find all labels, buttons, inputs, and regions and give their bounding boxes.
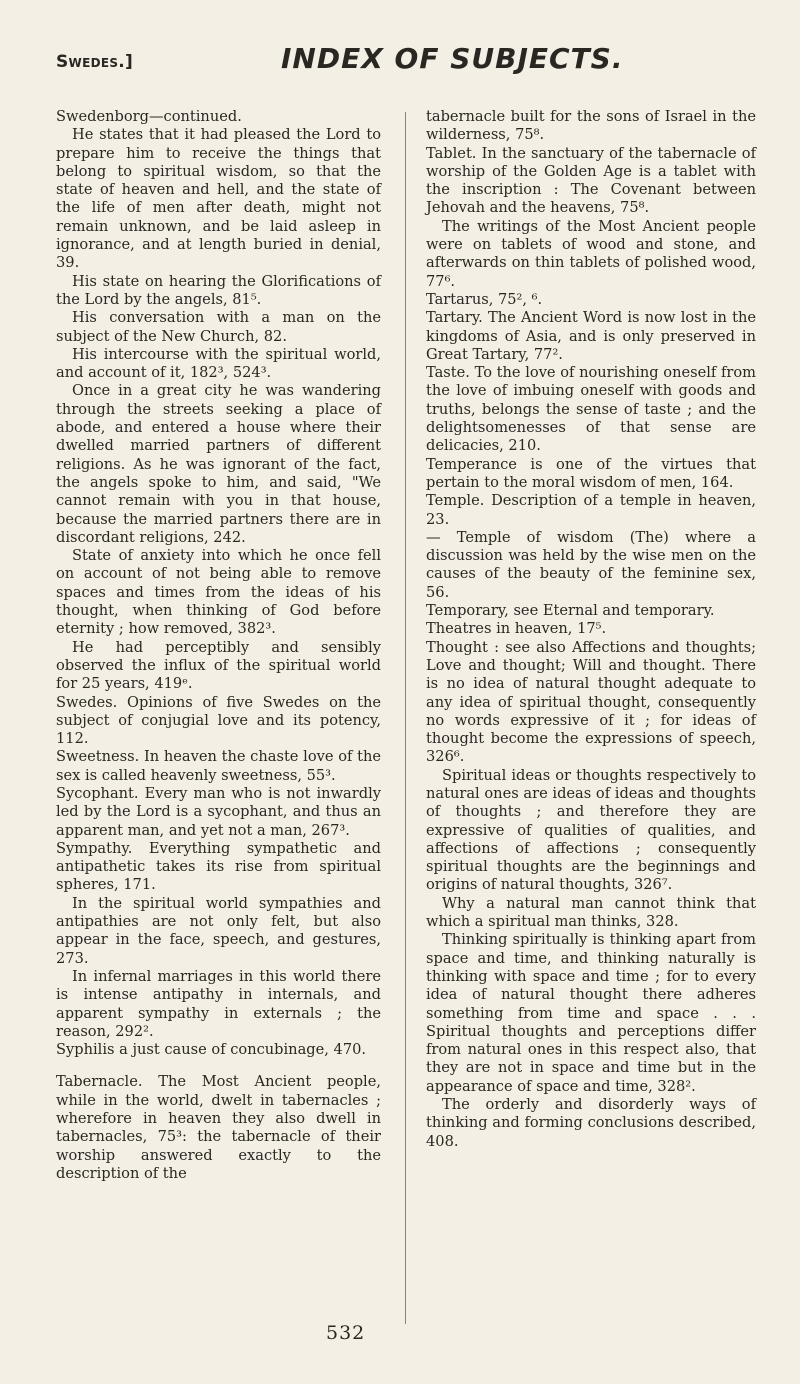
index-entry: Tabernacle. The Most Ancient people, while in the world, dwelt in tabernacles ; wherefore in heaven they also dwell in tabernacles, 75³: the tabernacle of their worship answered exactly to the description of the [56, 1073, 381, 1182]
index-subentry: In infernal marriages in this world there is intense antipathy in internals, and apparent sympathy in externals ; the reason, 292². [56, 967, 381, 1040]
index-subentry: Why a natural man cannot think that which a spiritual man thinks, 328. [426, 894, 756, 931]
right-column [426, 108, 756, 1151]
index-subentry: The writings of the Most Ancient people were on tablets of wood and stone, and afterwards on thin tablets of polished wood, 77⁶. [426, 217, 756, 290]
index-entry: Swedenborg—continued. [56, 108, 242, 125]
index-entry: Sympathy. Everything sympathetic and antipathetic takes its rise from spiritual spheres, 171. [56, 839, 381, 894]
index-subentry: He states that it had pleased the Lord to prepare him to receive the things that belong to spiritual wisdom, so that the state of heaven and hell, and the state of the life of men after death, might not remain unknown, and be laid asleep in ignorance, and at length buried in denial, 39. [56, 126, 381, 272]
index-subentry: Thinking spiritually is thinking apart from space and time, and thinking naturally is thinking with space and time ; for to every idea of natural thought there adheres something from time and space . . . Spiritual thoughts and perceptions differ from natural ones in this respect also, that they are not in space and time but in the appearance of space and time, 328². [426, 931, 756, 1095]
running-head [56, 42, 746, 82]
index-entry: Temperance is one of the virtues that pertain to the moral wisdom of men, 164. [426, 455, 756, 491]
index-entry: Tartarus, 75², ⁶. [426, 290, 543, 308]
index-subentry: His state on hearing the Glorifications of the Lord by the angels, 81⁵. [56, 272, 381, 308]
index-entry: Swedes. Opinions of five Swedes on the subject of conjugial love and its potency, 112. [56, 693, 381, 748]
index-entry: tabernacle built for the sons of Israel in the wilderness, 75⁸. [426, 108, 756, 144]
left-column [56, 108, 381, 1183]
index-entry: Tartary. The Ancient Word is now lost in the kingdoms of Asia, and is only preserved in Great Tartary, 77². [426, 309, 756, 363]
index-entry: Temple. Description of a temple in heaven, 23. [426, 492, 756, 528]
index-subentry: His intercourse with the spiritual world, and account of it, 182³, 524³. [56, 345, 381, 382]
index-subentry: The orderly and disorderly ways of thinking and forming conclusions described, 408. [426, 1096, 756, 1150]
entry-gap [56, 1059, 381, 1073]
index-entry: Thought : see also Affections and thoughts; Love and thought; Will and thought. There is no idea of natural thought adequate to any idea of spiritual thought, consequently no words expressive of it ; for ideas of thought become the expressions of speech, 326⁶. [426, 638, 756, 766]
index-entry: Theatres in heaven, 17⁵. [426, 620, 607, 638]
index-entry: Sweetness. In heaven the chaste love of the sex is called heavenly sweetness, 55³. [56, 748, 381, 784]
index-entry: Syphilis a just cause of concubinage, 470. [56, 1041, 367, 1059]
running-head-left: Swedes.] [56, 52, 134, 72]
index-entry: Tablet. In the sanctuary of the tabernacle of worship of the Golden Age is a tablet with the inscription : The Covenant between Jehovah and the heavens, 75⁸. [426, 144, 756, 217]
index-subentry: He had perceptibly and sensibly observed the influx of the spiritual world for 25 years, 419ᵉ. [56, 638, 381, 693]
column-rule [405, 112, 406, 1324]
index-entry: Sycophant. Every man who is not inwardly led by the Lord is a sycophant, and thus an apparent man, and yet not a man, 267³. [56, 784, 381, 839]
index-subentry: Once in a great city he was wandering through the streets seeking a place of abode, and entered a house where their dwelled married partners of different religions. As he was ignorant of the fact, the angels spoke to him, and said, "We cannot remain with you in that house, because the married partners there are in discordant religions, 242. [56, 382, 381, 546]
running-head-title: INDEX OF SUBJECTS. [281, 42, 624, 75]
index-subentry: In the spiritual world sympathies and antipathies are not only felt, but also appear in the face, speech, and gestures, 273. [56, 894, 381, 967]
index-subentry: Spiritual ideas or thoughts respectively to natural ones are ideas of ideas and thoughts of thoughts ; and therefore they are expressive of qualities of qualities, and affections of affections ; consequently spiritual thoughts are the beginnings and origins of natural thoughts, 326⁷. [426, 766, 756, 894]
index-subentry: His conversation with a man on the subject of the New Church, 82. [56, 309, 381, 345]
index-subentry: State of anxiety into which he once fell on account of not being able to remove spaces and times from the ideas of his thought, when thinking of God before eternity ; how removed, 382³. [56, 547, 381, 638]
index-entry: — Temple of wisdom (The) where a discussion was held by the wise men on the causes of the beauty of the feminine sex, 56. [426, 528, 756, 601]
page-number: 532 [326, 1322, 366, 1344]
index-entry: Temporary, see Eternal and temporary. [426, 602, 715, 620]
index-entry: Taste. To the love of nourishing oneself from the love of imbuing oneself with goods and truths, belongs the sense of taste ; and the delightsomenesses of that sense are delicacies, 210. [426, 364, 756, 455]
